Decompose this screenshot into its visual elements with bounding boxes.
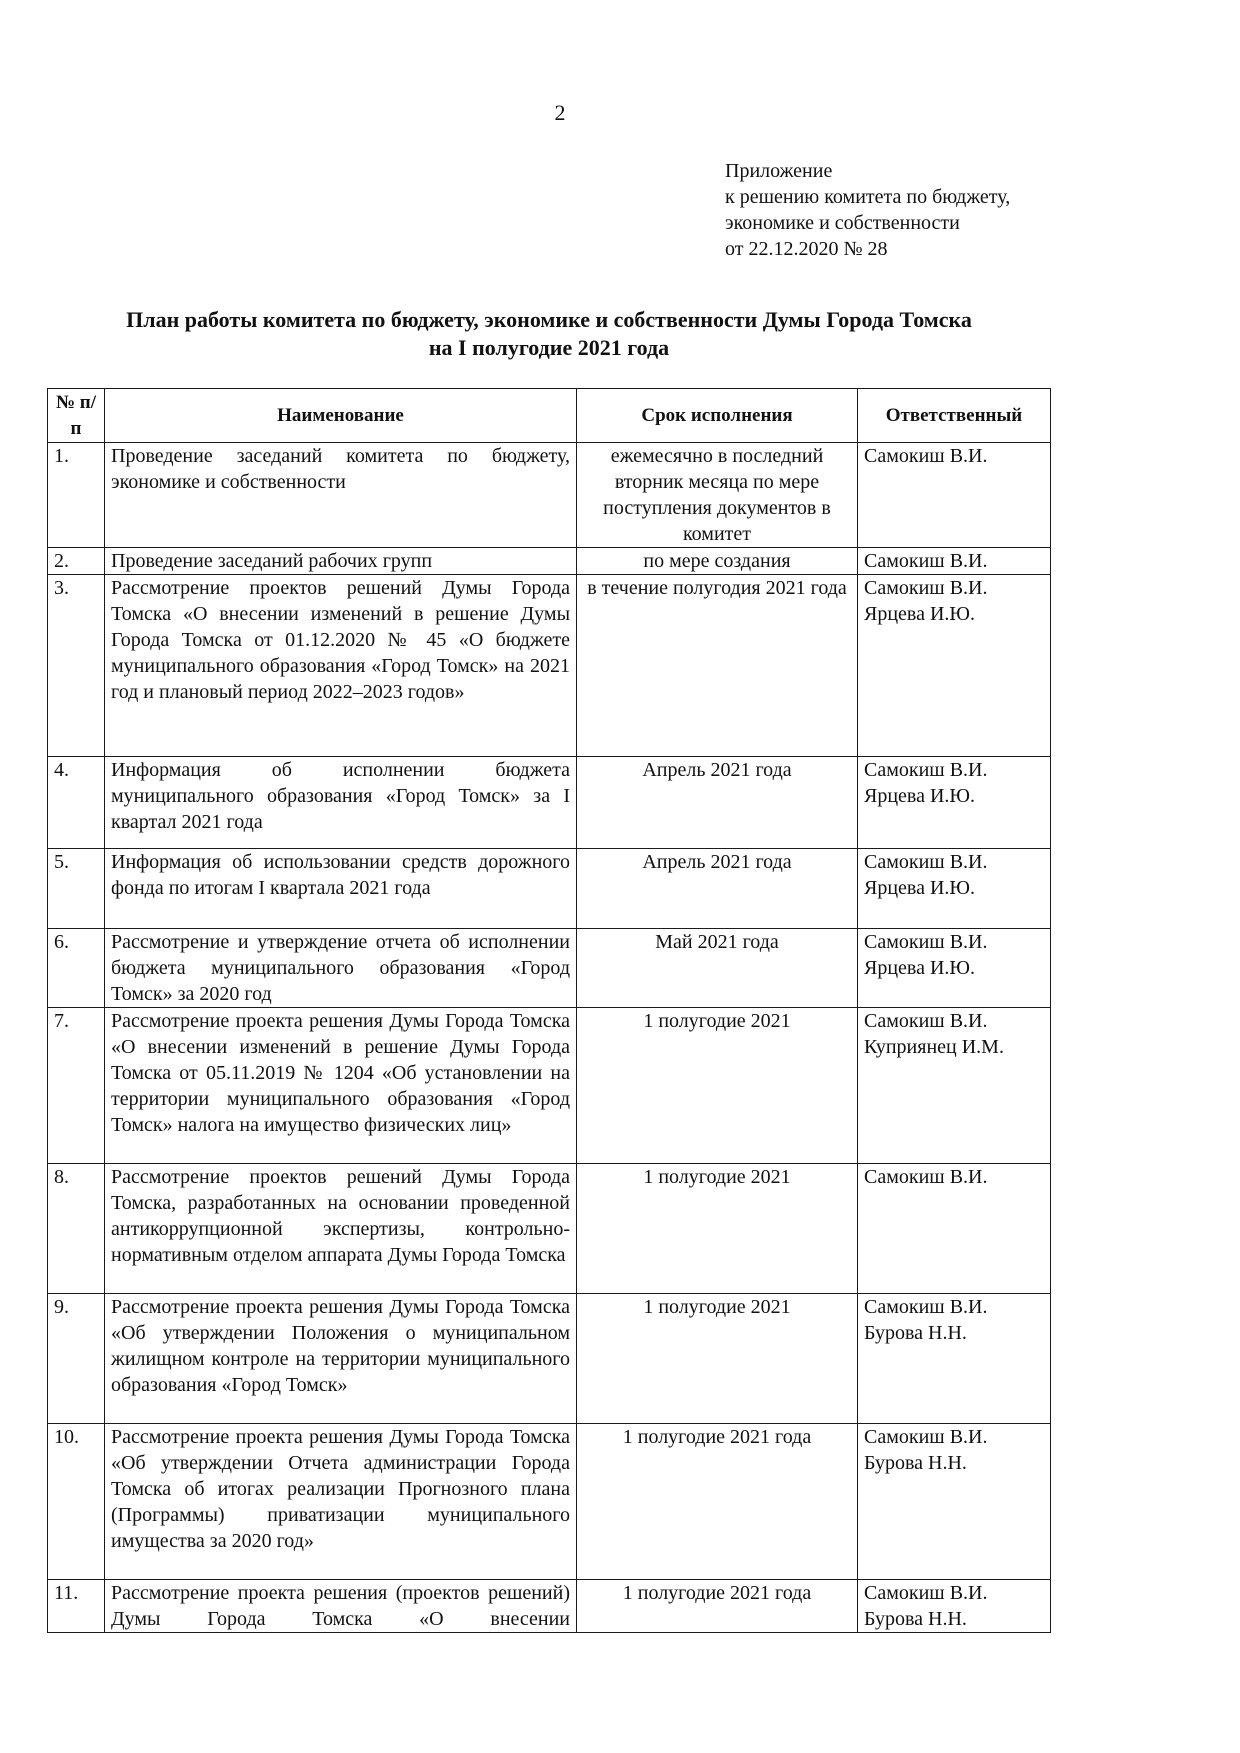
row-responsible — [858, 1424, 1051, 1580]
row-name: Рассмотрение проекта решения Думы Города Томска «Об утверждении Отчета администрации Города Томска об итогах реализации Прогнозного плана (Программы) приватизации муниципального имущества за 2020 год» — [105, 1424, 577, 1580]
title-line-2: на I полугодие 2021 года — [428, 335, 670, 360]
table-row — [48, 1294, 1051, 1424]
row-num: 9. — [48, 1294, 105, 1424]
table-row — [48, 1580, 1051, 1633]
header-num: № п/п — [48, 389, 105, 443]
row-name: Рассмотрение и утверждение отчета об исполнении бюджета муниципального образования «Город Томск» за 2020 год — [105, 929, 577, 1008]
appendix-note — [725, 158, 1010, 262]
responsible-person: Самокиш В.И. — [864, 1296, 988, 1318]
row-num: 8. — [48, 1164, 105, 1294]
row-term: Май 2021 года — [577, 929, 858, 1008]
row-num: 11. — [48, 1580, 105, 1633]
responsible-person: Ярцева И.Ю. — [864, 603, 975, 625]
table-header-row — [48, 389, 1051, 443]
appendix-line: от 22.12.2020 № 28 — [725, 238, 888, 260]
row-term: в течение полугодия 2021 года — [577, 575, 858, 757]
row-name: Рассмотрение проекта решения (проектов решений) Думы Города Томска «О внесении — [105, 1580, 577, 1633]
table-row — [48, 929, 1051, 1008]
row-term: 1 полугодие 2021 — [577, 1294, 858, 1424]
row-term: 1 полугодие 2021 года — [577, 1580, 858, 1633]
responsible-person: Самокиш В.И. — [864, 550, 988, 572]
row-term: Апрель 2021 года — [577, 757, 858, 849]
row-num: 5. — [48, 849, 105, 929]
row-name: Рассмотрение проекта решения Думы Города Томска «Об утверждении Положения о муниципальном жилищном контроле на территории муниципального образования «Город Томск» — [105, 1294, 577, 1424]
row-name: Рассмотрение проекта решения Думы Города Томска «О внесении изменений в решение Думы Города Томска от 05.11.2019 № 1204 «Об установлении на территории муниципального образования «Город Томск» налога на имущество физических лиц» — [105, 1008, 577, 1164]
row-num: 10. — [48, 1424, 105, 1580]
responsible-person: Куприянец И.М. — [864, 1036, 1004, 1058]
responsible-person: Самокиш В.И. — [864, 1426, 988, 1448]
row-responsible — [858, 575, 1051, 757]
table-row — [48, 1424, 1051, 1580]
row-num: 1. — [48, 443, 105, 548]
row-term: по мере создания — [577, 548, 858, 575]
responsible-person: Самокиш В.И. — [864, 1166, 988, 1188]
row-name: Информация об использовании средств дорожного фонда по итогам I квартала 2021 года — [105, 849, 577, 929]
row-num: 2. — [48, 548, 105, 575]
table-row — [48, 548, 1051, 575]
header-term: Срок исполнения — [577, 389, 858, 443]
responsible-person: Самокиш В.И. — [864, 445, 988, 467]
row-responsible — [858, 1164, 1051, 1294]
header-name: Наименование — [105, 389, 577, 443]
row-term: Апрель 2021 года — [577, 849, 858, 929]
row-name: Рассмотрение проектов решений Думы Города Томска, разработанных на основании проведенной антикоррупционной экспертизы, контрольно-нормативным отделом аппарата Думы Города Томска — [105, 1164, 577, 1294]
row-name: Проведение заседаний комитета по бюджету, экономике и собственности — [105, 443, 577, 548]
responsible-person: Самокиш В.И. — [864, 577, 988, 599]
responsible-person: Бурова Н.Н. — [864, 1608, 967, 1630]
row-num: 6. — [48, 929, 105, 1008]
appendix-line: к решению комитета по бюджету, — [725, 186, 1011, 208]
row-responsible — [858, 1580, 1051, 1633]
header-responsible: Ответственный — [858, 389, 1051, 443]
table-row — [48, 757, 1051, 849]
responsible-person: Самокиш В.И. — [864, 1582, 988, 1604]
table-row — [48, 1164, 1051, 1294]
responsible-person: Самокиш В.И. — [864, 759, 988, 781]
responsible-person: Ярцева И.Ю. — [864, 785, 975, 807]
title-line-1: План работы комитета по бюджету, экономике и собственности Думы Города Томска — [126, 307, 972, 332]
row-name: Рассмотрение проектов решений Думы Города Томска «О внесении изменений в решение Думы Города Томска от 01.12.2020 № 45 «О бюджете муниципального образования «Город Томск» на 2021 год и плановый период 2022–2023 годов» — [105, 575, 577, 757]
appendix-line: Приложение — [725, 160, 833, 182]
row-num: 3. — [48, 575, 105, 757]
table-row — [48, 849, 1051, 929]
responsible-person: Бурова Н.Н. — [864, 1322, 967, 1344]
row-term: 1 полугодие 2021 — [577, 1008, 858, 1164]
table-row — [48, 575, 1051, 757]
responsible-person: Ярцева И.Ю. — [864, 877, 975, 899]
document-title — [48, 306, 1050, 362]
table-row — [48, 1008, 1051, 1164]
appendix-line: экономике и собственности — [725, 212, 960, 234]
row-responsible — [858, 757, 1051, 849]
row-term: 1 полугодие 2021 года — [577, 1424, 858, 1580]
row-name: Проведение заседаний рабочих групп — [105, 548, 577, 575]
row-num: 4. — [48, 757, 105, 849]
row-name: Информация об исполнении бюджета муниципального образования «Город Томск» за I квартал 2021 года — [105, 757, 577, 849]
table-row — [48, 443, 1051, 548]
row-responsible — [858, 929, 1051, 1008]
row-term: ежемесячно в последний вторник месяца по мере поступления документов в комитет — [577, 443, 858, 548]
row-responsible — [858, 849, 1051, 929]
page-number: 2 — [554, 100, 566, 125]
row-responsible — [858, 548, 1051, 575]
table-body — [48, 443, 1051, 1633]
work-plan-table — [47, 388, 1051, 1633]
row-responsible — [858, 1294, 1051, 1424]
responsible-person: Самокиш В.И. — [864, 851, 988, 873]
row-responsible — [858, 1008, 1051, 1164]
row-term: 1 полугодие 2021 — [577, 1164, 858, 1294]
responsible-person: Бурова Н.Н. — [864, 1452, 967, 1474]
row-responsible — [858, 443, 1051, 548]
responsible-person: Самокиш В.И. — [864, 1010, 988, 1032]
responsible-person: Ярцева И.Ю. — [864, 957, 975, 979]
responsible-person: Самокиш В.И. — [864, 931, 988, 953]
row-num: 7. — [48, 1008, 105, 1164]
